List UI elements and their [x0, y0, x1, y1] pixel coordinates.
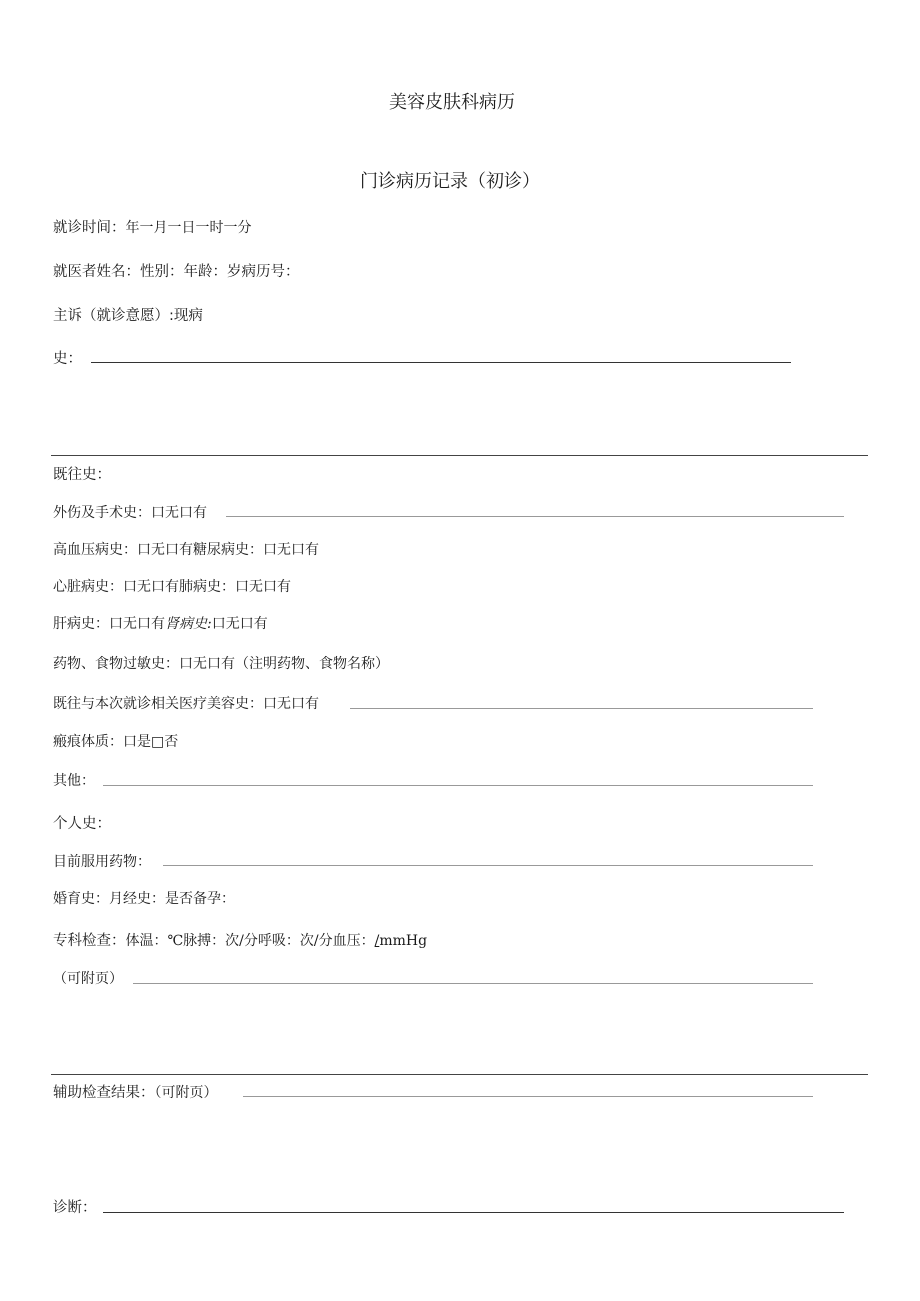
liver-kidney-history[interactable]	[53, 613, 268, 633]
section-divider-2	[51, 1074, 868, 1075]
trauma-detail-field[interactable]	[226, 516, 844, 517]
specialist-exam-label: 专科检查：	[53, 933, 126, 949]
visit-time-row	[53, 216, 252, 237]
chief-complaint-label: 主诉（就诊意愿）:现病	[53, 308, 203, 324]
other-history-label: 其他：	[53, 773, 95, 789]
cosmetic-detail-field[interactable]	[350, 708, 813, 709]
marital-menstrual-history[interactable]: 婚育史：月经史：是否备孕：	[53, 891, 235, 907]
diagnosis-field[interactable]	[103, 1212, 844, 1213]
record-number-label: 岁病历号：	[227, 264, 300, 280]
diagnosis-label: 诊断：	[53, 1200, 97, 1216]
aux-exam-field[interactable]	[243, 1096, 813, 1097]
heart-lung-history[interactable]: 心脏病史：口无口有肺病史：口无口有	[53, 579, 291, 595]
cosmetic-history[interactable]: 既往与本次就诊相关医疗美容史：口无口有	[53, 696, 319, 712]
liver-history: 肝病史：口无口有	[53, 616, 165, 632]
patient-info-row	[53, 260, 300, 281]
scar-constitution[interactable]: 瘢痕体质：口是□否	[53, 734, 179, 750]
vital-signs[interactable]: 体温：℃脉搏：次/分呼吸：次/分血压：	[125, 933, 375, 949]
past-history-heading: 既往史：	[53, 467, 111, 483]
page-title: 美容皮肤科病历	[389, 92, 515, 113]
visit-time-value[interactable]: 年一月一日一时一分	[125, 220, 252, 236]
hypertension-diabetes-history[interactable]: 高血压病史：口无口有糖尿病史：口无口有	[53, 542, 319, 558]
patient-sex-label: 性别：	[140, 264, 184, 280]
kidney-history-options: 口无口有	[211, 616, 268, 632]
exam-detail-field[interactable]	[133, 983, 813, 984]
aux-exam-label: 辅助检查结果：	[53, 1085, 155, 1101]
section-divider	[51, 455, 868, 456]
visit-time-label: 就诊时间：	[53, 220, 126, 236]
patient-name-label: 就医者姓名：	[53, 264, 140, 280]
present-history-label: 史：	[53, 351, 82, 367]
blood-pressure-unit: mmHg	[379, 933, 428, 949]
allergy-history[interactable]: 药物、食物过敏史：口无口有（注明药物、食物名称）	[53, 656, 389, 672]
other-history-field[interactable]	[103, 785, 813, 786]
current-medication-field[interactable]	[163, 865, 813, 866]
present-history-field[interactable]	[91, 362, 791, 363]
exam-attach-note: （可附页）	[53, 971, 123, 987]
aux-exam-row	[53, 1081, 218, 1102]
patient-age-label: 年龄：	[183, 264, 227, 280]
kidney-history-label: 肾病史:	[165, 616, 212, 632]
personal-history-heading: 个人史：	[53, 816, 111, 832]
specialist-exam-row	[53, 929, 427, 950]
blood-pressure-slash[interactable]: /	[374, 933, 380, 949]
trauma-surgery-history[interactable]: 外伤及手术史：口无口有	[53, 505, 207, 521]
current-medication-label: 目前服用药物：	[53, 854, 151, 870]
page-subtitle: 门诊病历记录（初诊）	[360, 171, 540, 192]
aux-exam-attach-note: （可附页）	[154, 1085, 218, 1101]
